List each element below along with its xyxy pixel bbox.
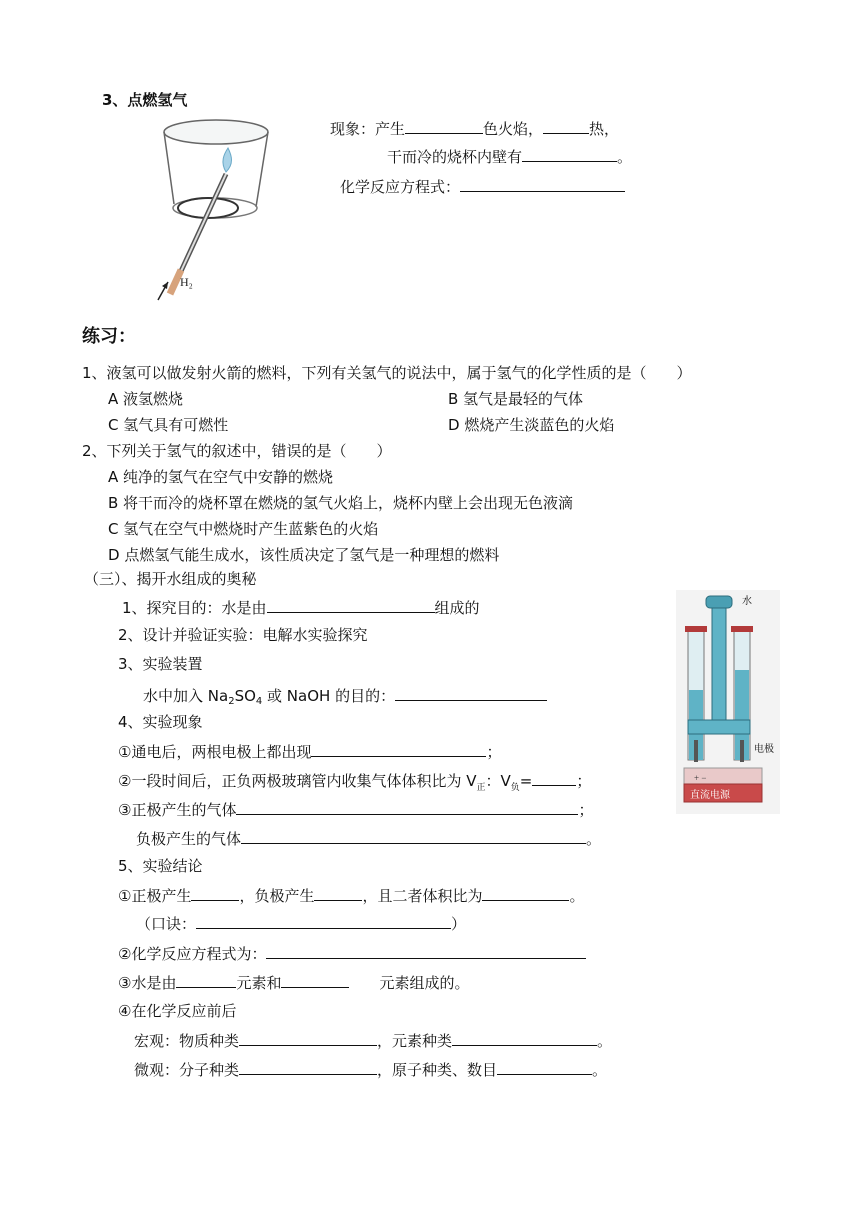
conclusion-4: ④在化学反应前后: [118, 1002, 237, 1020]
electrode-label: 电极: [754, 744, 774, 755]
observation-1: ①通电后，两根电极上都出现 ；: [118, 743, 502, 761]
apparatus-line: 3、实验装置: [118, 655, 203, 673]
volume-ratio-blank[interactable]: [532, 770, 576, 786]
design-line: 2、设计并验证实验：电解水实验探究: [118, 626, 368, 644]
micro-molecule-blank[interactable]: [239, 1059, 377, 1075]
svg-text:+ −: + −: [694, 773, 707, 783]
beaker-wall-line: 干而冷的烧杯内壁有 。: [387, 148, 633, 166]
electrolysis-apparatus-figure: [676, 590, 780, 814]
q1-option-b[interactable]: B 氢气是最轻的气体: [448, 390, 584, 408]
q1-option-d[interactable]: D 燃烧产生淡蓝色的火焰: [448, 416, 615, 434]
additive-purpose-line: 水中加入 $Na_2SO_4$ 或 NaOH 的目的：: [143, 685, 547, 712]
section3-heading: 3、点燃氢气: [102, 91, 188, 109]
heat-blank[interactable]: [543, 118, 589, 134]
micro-line: 微观：分子种类 ，原子种类、数目 。: [134, 1061, 608, 1079]
burning-hydrogen-figure: [148, 112, 278, 307]
conclusion-heading: 5、实验结论: [118, 857, 203, 875]
dc-power-label: 直流电源: [690, 790, 730, 801]
purpose-line: 1、探究目的：水是由 组成的: [122, 599, 480, 617]
observation-4: 负极产生的气体 。: [136, 830, 602, 848]
practice-title: 练习：: [82, 326, 136, 347]
ratio-blank[interactable]: [482, 885, 569, 901]
equation-blank[interactable]: [460, 176, 625, 192]
positive-product-blank[interactable]: [191, 885, 239, 901]
conclusion-1: ①正极产生 ，负极产生 ，且二者体积比为 。: [118, 887, 585, 905]
phenomenon-heading: 4、实验现象: [118, 713, 203, 731]
mnemonic-blank[interactable]: [196, 913, 451, 929]
macro-line: 宏观：物质种类 ，元素种类 。: [134, 1032, 613, 1050]
positive-gas-blank[interactable]: [236, 799, 578, 815]
q2-option-d[interactable]: D 点燃氢气能生成水，该性质决定了氢气是一种理想的燃料: [108, 546, 500, 564]
observation-2: ②一段时间后，正负两极玻璃管内收集气体体积比为 $V_正$：$V_负=$ ；: [118, 772, 592, 793]
q2-stem: 2、下列关于氢气的叙述中，错误的是（ ）: [82, 442, 392, 460]
conclusion-2: ②化学反应方程式为：: [118, 943, 586, 964]
q2-option-b[interactable]: B 将干而冷的烧杯罩在燃烧的氢气火焰上，烧杯内壁上会出现无色液滴: [108, 494, 574, 512]
negative-product-blank[interactable]: [314, 885, 362, 901]
q1-option-a[interactable]: A 液氢燃烧: [108, 390, 184, 408]
element-2-blank[interactable]: [281, 972, 349, 988]
electrolysis-equation-blank[interactable]: [266, 943, 586, 959]
additive-purpose-blank[interactable]: [395, 685, 547, 701]
equation-line: 化学反应方程式：: [340, 176, 625, 197]
element-1-blank[interactable]: [176, 972, 236, 988]
q1-stem: 1、液氢可以做发射火箭的燃料，下列有关氢气的说法中，属于氢气的化学性质的是（ ）: [82, 364, 692, 382]
mnemonic-line: （口诀： ）: [136, 915, 467, 933]
macro-substance-blank[interactable]: [239, 1030, 377, 1046]
purpose-blank[interactable]: [267, 597, 435, 613]
observation-1-blank[interactable]: [311, 741, 486, 757]
q2-option-c[interactable]: C 氢气在空气中燃烧时产生蓝紫色的火焰: [108, 520, 379, 538]
observation-3: ③正极产生的气体 ；: [118, 801, 594, 819]
beaker-wall-blank[interactable]: [522, 146, 617, 162]
micro-atom-blank[interactable]: [497, 1059, 592, 1075]
part3-heading: （三）、揭开水组成的奥秘: [84, 570, 257, 588]
negative-gas-blank[interactable]: [241, 828, 586, 844]
q1-option-c[interactable]: C 氢气具有可燃性: [108, 416, 229, 434]
q2-option-a[interactable]: A 纯净的氢气在空气中安静的燃烧: [108, 468, 334, 486]
flame-color-blank[interactable]: [405, 118, 483, 134]
h2-label: H₂: [180, 275, 193, 289]
conclusion-3: ③水是由 元素和 元素组成的。: [118, 974, 470, 992]
water-label: 水: [742, 596, 752, 607]
phenomenon-line: 现象：产生 色火焰， 热，: [330, 120, 620, 138]
macro-element-blank[interactable]: [452, 1030, 597, 1046]
